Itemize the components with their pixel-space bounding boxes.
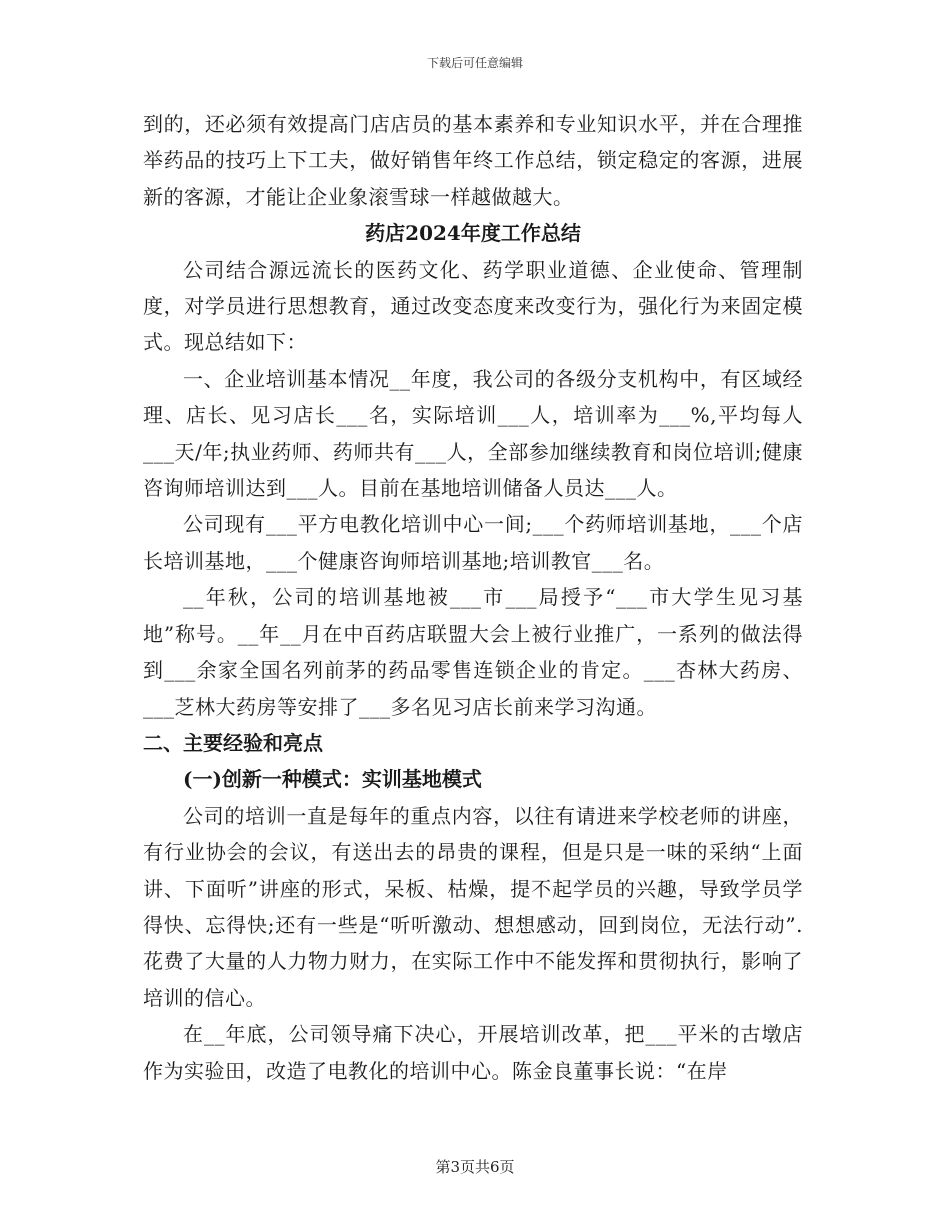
- paragraph-recognition: __年秋，公司的培训基地被___市___局授予“___市大学生见习基地”称号。__年__月在中百药店联盟大会上被行业推广，一系列的做法得到___余家全国名列前茅的药品零售连锁企业的肯定。___杏林大药房、___芝林大药房等安排了___多名见习店长前来学习沟通。: [143, 585, 803, 719]
- section-heading: 二、主要经验和亮点: [143, 730, 323, 755]
- paragraph-training-history: 公司的培训一直是每年的重点内容，以往有请进来学校老师的讲座，有行业协会的会议，有送出去的昂贵的课程，但是只是一味的采纳“上面讲、下面听”讲座的形式，呆板、枯燥，提不起学员的兴趣，导致学员学得快、忘得快;还有一些是“听听激动、想想感动，回到岗位，无法行动”.花费了大量的人力物力财力，在实际工作中不能发挥和贯彻执行，影响了培训的信心。: [143, 803, 803, 1010]
- paragraph-reform: 在__年底，公司领导痛下决心，开展培训改革，把___平米的古墩店作为实验田，改造了电教化的培训中心。陈金良董事长说：“在岸: [143, 1022, 803, 1083]
- page-header-note: 下载后可任意编辑: [426, 56, 523, 70]
- document-title: 药店2024年度工作总结: [365, 221, 581, 246]
- paragraph-training-overview: 一、企业培训基本情况__年度，我公司的各级分支机构中，有区域经理、店长、见习店长___名，实际培训___人，培训率为___%,平均每人___天/年;执业药师、药师共有___人，全部参加继续教育和岗位培训;健康咨询师培训达到___人。目前在基地培训储备人员达___人。: [143, 366, 803, 501]
- subsection-heading: (一)创新一种模式：实训基地模式: [183, 767, 482, 792]
- paragraph-intro: 公司结合源远流长的医药文化、药学职业道德、企业使命、管理制度，对学员进行思想教育，通过改变态度来改变行为，强化行为来固定模式。现总结如下：: [143, 257, 803, 355]
- paragraph-facilities: 公司现有___平方电教化培训中心一间;___个药师培训基地，___个店长培训基地，___个健康咨询师培训基地;培训教官___名。: [143, 512, 803, 573]
- paragraph-continuation: 到的，还必须有效提高门店店员的基本素养和专业知识水平，并在合理推举药品的技巧上下工夫，做好销售年终工作总结，锁定稳定的客源，进展新的客源，才能让企业象滚雪球一样越做越大。: [143, 112, 803, 209]
- document-body: [143, 106, 803, 1089]
- page-number: 第3页共6页: [435, 1158, 515, 1176]
